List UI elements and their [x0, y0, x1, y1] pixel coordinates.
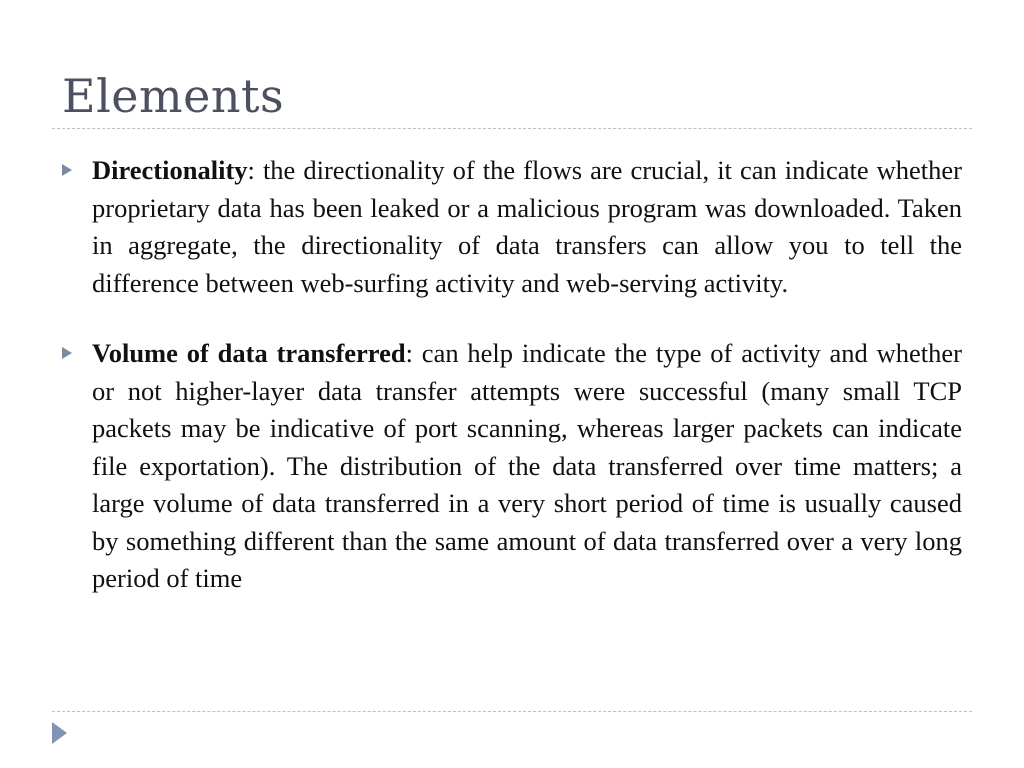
slide-content [62, 152, 962, 598]
bullet-text: : the directionality of the flows are crucial, it can indicate whether proprietary data has been leaked or a malicious program was downloaded. Taken in aggregate, the directionality of data transfers can allow you to tell the difference between web-surfing activity and web-serving activity. [92, 155, 962, 298]
triangle-right-icon [62, 164, 72, 176]
bullet-term: Directionality [92, 155, 248, 185]
title-divider [52, 128, 972, 129]
bullet-directionality [62, 152, 962, 302]
bullet-text: : can help indicate the type of activity and whether or not higher-layer data transfer attempts were successful (many small TCP packets may be indicative of port scanning, whereas larger packets can indicate file exportation). The distribution of the data transferred over time matters; a large volume of data transferred in a very short period of time is usually caused by something different than the same amount of data transferred over a very long period of time [92, 338, 962, 593]
bullet-volume [62, 335, 962, 598]
play-triangle-icon[interactable] [52, 722, 67, 744]
bullet-term: Volume of data transferred [92, 338, 406, 368]
footer-divider [52, 711, 972, 712]
triangle-right-icon [62, 347, 72, 359]
slide-title: Elements [62, 69, 285, 123]
